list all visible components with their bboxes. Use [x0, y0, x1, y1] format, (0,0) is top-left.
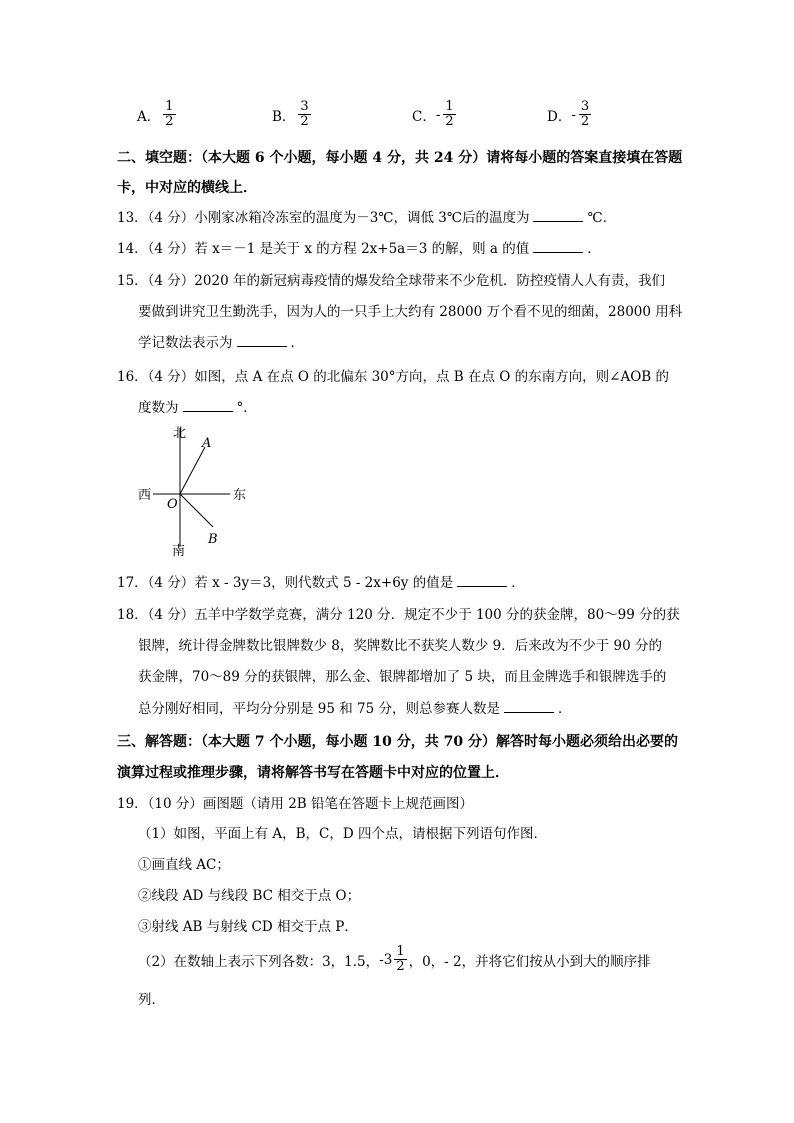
- q14-suffix: ．: [587, 241, 601, 257]
- fraction-denominator: 2: [445, 114, 454, 130]
- option-label: B．: [272, 108, 296, 125]
- option-fraction: [298, 100, 310, 130]
- q16-text: 度数为: [138, 400, 179, 416]
- q15-answer-blank[interactable]: [237, 334, 287, 347]
- option-sign: -: [571, 106, 576, 123]
- q18-answer-blank[interactable]: [504, 700, 554, 713]
- q19-item2: ②线段 AD 与线段 BC 相交于点 O；: [138, 888, 361, 904]
- q18-suffix: ．: [558, 701, 572, 717]
- fraction-numerator: 1: [396, 944, 405, 959]
- option-d: [547, 100, 593, 130]
- q19-part2: [138, 945, 651, 975]
- option-fraction: [579, 100, 591, 130]
- option-c: [412, 100, 458, 130]
- q17-text: 17．（4 分）若 x - 3y＝3，则代数式 5 - 2x+6y 的值是: [117, 575, 454, 591]
- q18-line2: 银牌，统计得金牌数比银牌数少 8，奖牌数比不获奖人数少 9．后来改为不少于 90 分的: [138, 638, 663, 654]
- ray-ob: [180, 494, 213, 527]
- q19-part2-line2: 列．: [138, 992, 165, 1008]
- fraction-denominator: 2: [580, 114, 590, 130]
- fraction-numerator: 3: [300, 99, 309, 114]
- q13-text: 13．（4 分）小刚家冰箱冷冻室的温度为－3℃，调低 3℃后的温度为: [117, 210, 530, 226]
- fraction-numerator: 1: [165, 99, 174, 114]
- q16-answer-blank[interactable]: [183, 399, 233, 412]
- mixed-number-fraction: [394, 945, 406, 975]
- q13-answer-blank[interactable]: [533, 209, 583, 222]
- q18-line3: 获金牌，70～89 分的获银牌，那么金、银牌都增加了 5 块，而且金牌选手和银牌选手的: [138, 669, 667, 685]
- mixed-number-whole: -3: [379, 951, 393, 968]
- option-label: A．: [137, 108, 161, 125]
- fraction-numerator: 3: [580, 99, 590, 114]
- section3-heading-line2: 演算过程或推理步骤，请将解答书写在答题卡中对应的位置上．: [117, 765, 509, 781]
- question-17: [117, 571, 525, 591]
- option-a: [137, 100, 178, 130]
- section3-heading-line1: 三、解答题：（本大题 7 个小题，每小题 10 分，共 70 分）解答时每小题必须给出必要的: [117, 734, 678, 750]
- q17-answer-blank[interactable]: [457, 574, 507, 587]
- q18-line4: [138, 697, 572, 717]
- option-b: [272, 100, 313, 130]
- label-west: 西: [138, 488, 152, 503]
- fraction-denominator: 2: [300, 114, 309, 130]
- option-fraction: [163, 100, 175, 130]
- q13-suffix: ℃．: [587, 210, 617, 226]
- ray-oa: [180, 447, 205, 494]
- label-point-a: A: [202, 436, 212, 451]
- label-south: 南: [172, 544, 186, 559]
- compass-figure: [135, 422, 255, 562]
- section2-heading-line2: 卡，中对应的横线上．: [117, 180, 257, 196]
- option-label: C．: [412, 108, 436, 125]
- q16-line2: [138, 396, 257, 416]
- question-14: [117, 237, 601, 257]
- question-13: [117, 206, 616, 226]
- q15-line1: 15．（4 分）2020 年的新冠病毒疫情的爆发给全球带来不少危机．防控疫情人人有责，我们: [117, 273, 665, 289]
- fraction-denominator: 2: [396, 959, 405, 975]
- label-east: 东: [233, 488, 247, 503]
- section2-heading-line1: 二、填空题：（本大题 6 个小题，每小题 4 分，共 24 分）请将每小题的答案直接填在答题: [117, 150, 683, 166]
- q18-text: 总分刚好相同，平均分分别是 95 和 75 分，则总参赛人数是: [138, 701, 501, 717]
- q15-line2: 要做到讲究卫生勤洗手，因为人的一只手上大约有 28000 万个看不见的细菌，28000 用科: [138, 304, 683, 320]
- q19-part1: （1）如图，平面上有 A，B，C，D 四个点，请根据下列语句作图．: [138, 826, 547, 842]
- label-origin: O: [167, 497, 178, 512]
- q14-text: 14．（4 分）若 x＝－1 是关于 x 的方程 2x+5a＝3 的解，则 a 的值: [117, 241, 530, 257]
- fraction-numerator: 1: [445, 99, 454, 114]
- label-north: 北: [173, 426, 187, 441]
- option-sign: -: [435, 106, 441, 123]
- q15-text: 学记数法表示为: [138, 335, 233, 351]
- q19-part2-text: （2）在数轴上表示下列各数：3，1.5，: [138, 953, 380, 970]
- q19-item1: ①画直线 AC；: [138, 857, 230, 873]
- q16-line1: 16．（4 分）如图，点 A 在点 O 的北偏东 30°方向，点 B 在点 O 的东南方向，则∠AOB 的: [117, 369, 670, 385]
- option-label: D．: [547, 108, 572, 125]
- q18-line1: 18．（4 分）五羊中学数学竞赛，满分 120 分．规定不少于 100 分的获金牌，80～99 分的获: [117, 607, 680, 623]
- label-point-b: B: [208, 532, 218, 547]
- q14-answer-blank[interactable]: [533, 240, 583, 253]
- q16-suffix: °．: [236, 400, 257, 416]
- q15-suffix: ．: [290, 335, 304, 351]
- fraction-denominator: 2: [165, 114, 174, 130]
- q17-suffix: ．: [511, 575, 525, 591]
- q15-line3: [138, 331, 304, 351]
- q19-item3: ③射线 AB 与射线 CD 相交于点 P．: [138, 919, 358, 935]
- q19-part2-suffix: ，0，- 2，并将它们按从小到大的顺序排: [408, 953, 651, 970]
- q19-title: 19．（10 分）画图题（请用 2B 铅笔在答题卡上规范画图）: [117, 796, 473, 812]
- option-fraction: [443, 100, 455, 130]
